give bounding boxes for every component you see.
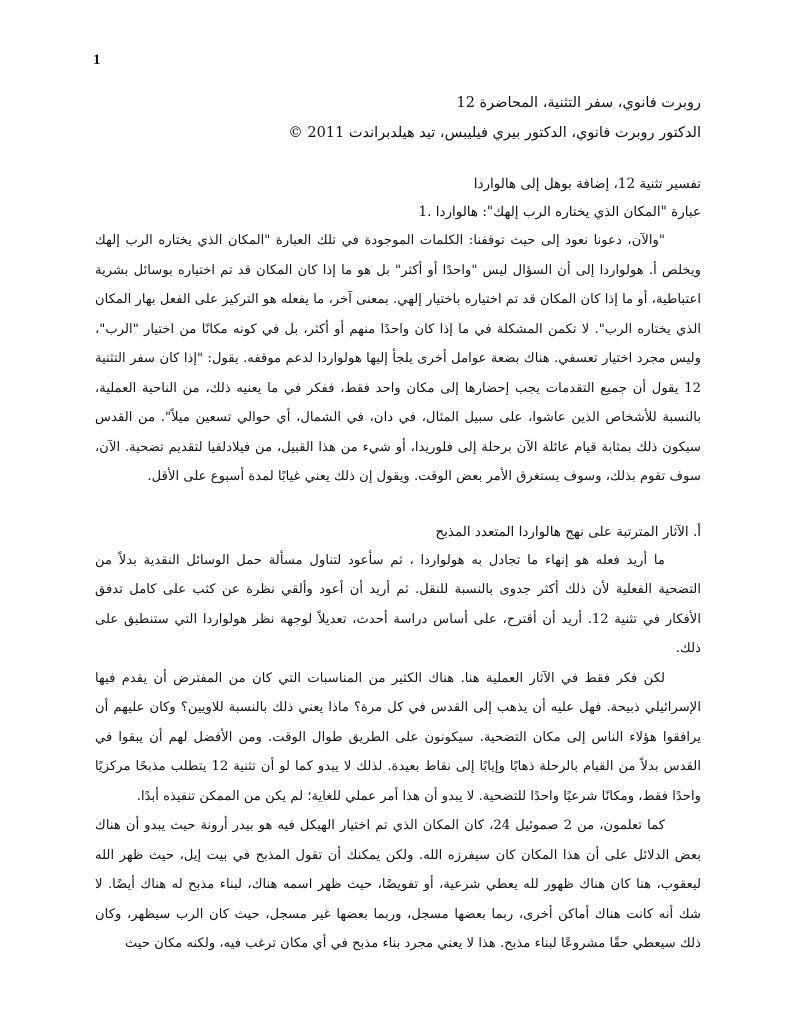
document-authors: الدكتور روبرت فانوي، الدكتور بيري فيليبس، تيد هيلدبراندت 2011 © <box>288 125 701 141</box>
subsection-heading: أ. الآثار المترتبة على نهج هالواردا المتعدد المذبح <box>435 523 701 540</box>
paragraph: لكن فكر فقط في الآثار العملية هنا. هناك الكثير من المناسبات التي كان من المفترض أن يقدم فيها الإسرائيلي ذبيحة. فهل عليه أن يذهب إلى القدس في كل مرة؟ ماذا يعني ذلك بالنسبة للاويين؟ وكان عليهم أن يرافقوا هؤلاء الناس إلى مكان التضحية. سيكونون على الطريق طوال الوقت. ومن الأفضل لهم أن يبقوا في القدس بدلاً من القيام بالرحلة ذهابًا وإيابًا إلى نقاط بعيدة. لذلك لا يبدو كما لو أن تثنية 12 يتطلب مذبحًا مركزيًا واحدًا فقط، ومكانًا شرعيًا واحدًا للتضحية. لا يبدو أن هذا أمر عملي للغاية؛ لم يكن من الممكن تنفيذه أبدًا. <box>95 670 701 804</box>
section-heading: تفسير تثنية 12، إضافة بوهل إلى هالواردا <box>473 176 701 192</box>
page-number: 1 <box>93 52 101 68</box>
document-body <box>95 88 701 959</box>
spacer <box>95 148 701 170</box>
paragraph: كما تعلمون، من 2 صموئيل 24، كان المكان الذي تم اختيار الهيكل فيه هو بيدر أرونة حيث يبدو أن هناك بعض الدلائل على أن هذا المكان كان سيفرزه الله. ولكن يمكنك أن تقول المذبح في بيت إيل، حيث ظهر الله ليعقوب، هنا كان هناك ظهور لله يعطي شرعية، أو تفويضًا، حيث ظهر اسمه هناك، لبناء مذبح له هناك أيضًا. لا شك أنه كانت هناك أماكن أخرى، ربما بعضها مسجل، وربما بعضها غير مسجل، حيث كان الرب سيظهر، وكان ذلك سيعطي حقًا مشروعًا لبناء مذبح. هذا لا يعني مجرد بناء مذبح في أي مكان ترغب فيه، ولكنه مكان حيث <box>95 818 701 951</box>
document-title: روبرت فانوي، سفر التثنية، المحاضرة 12 <box>456 95 701 111</box>
spacer <box>95 492 701 518</box>
paragraph: "والآن، دعونا نعود إلى حيث توقفنا: الكلمات الموجودة في تلك العبارة "المكان الذي يختاره الرب إلهك ويخلص أ. هولواردا إلى أن السؤال ليس "واحدًا أو أكثر" بل هو ما إذا كان المكان قد تم اختياره بوسائل بشرية اعتباطية، أو ما إذا كان المكان قد تم اختياره باختيار إلهي. بمعنى آخر، ما يفعله هو التركيز على الفعل بهار المكان الذي يختاره الرب". لا تكمن المشكلة في ما إذا كان واحدًا منهم أو أكثر، بل في كونه مكانًا من اختيار "الرب"، وليس مجرد اختيار تعسفي. هناك بضعة عوامل أخرى يلجأ إليها هولواردا لدعم موقفه. يقول: "إذا كان سفر التثنية 12 يقول أن جميع التقدمات يجب إحضارها إلى مكان واحد فقط، ففكر في ما يعنيه ذلك، من الناحية العملية، بالنسبة للأشخاص الذين عاشوا، على سبيل المثال، في دان، في الشمال، أي حوالي تسعين ميلاً". من القدس سيكون ذلك بمثابة قيام عائلة الآن برحلة إلى فلوريدا، أو شيء من هذا القبيل، من فيلادلفيا لتقديم تضحية. الآن، سوف تقوم بذلك، وسوف يستغرق الأمر بعض الوقت. ويقول إن ذلك يعني غيابًا لمدة أسبوع على الأقل. <box>95 233 701 484</box>
section-subheading: عبارة "المكان الذي يختاره الرب إلهك": هالواردا .1 <box>418 204 701 220</box>
paragraph: ما أريد فعله هو إنهاء ما تجادل به هولواردا ، ثم سأعود لتناول مسألة حمل الوسائل النقدية بدلاً من التضحية الفعلية لأن ذلك أكثر جدوى بالنسبة للنقل. ثم أريد أن أعود وألقي نظرة عن كثب على كامل تدفق الأفكار في تثنية 12. أريد أن أقترح، على أساس دراسة أحدث، تعديلاً لوجهة نظر هولواردا التي ستنطبق على ذلك. <box>95 552 701 656</box>
